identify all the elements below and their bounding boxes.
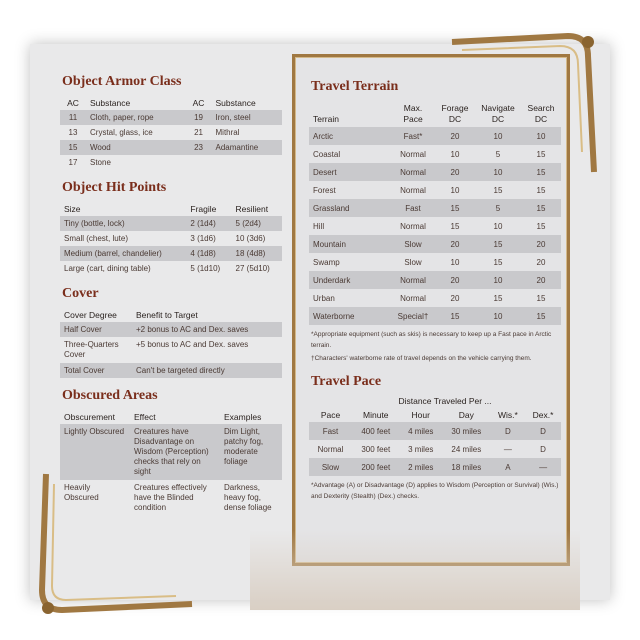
table-row xyxy=(60,155,282,170)
cell: Normal xyxy=(391,271,435,289)
cell: 10 xyxy=(475,307,521,325)
cell: Half Cover xyxy=(60,322,132,337)
cell: 15 xyxy=(536,293,546,303)
column-header: Effect xyxy=(134,412,156,422)
cell: 5 (2d4) xyxy=(232,216,282,231)
cell: Can't be targeted directly xyxy=(132,363,282,378)
column-header: Terrain xyxy=(313,114,339,124)
cell: — xyxy=(525,458,561,476)
cell: Mountain xyxy=(309,235,391,253)
cell: Normal xyxy=(400,293,426,303)
travel-terrain-table xyxy=(309,101,561,325)
table-row xyxy=(309,253,561,271)
table-row xyxy=(60,261,282,276)
cell: Desert xyxy=(309,163,391,181)
cell: 5 xyxy=(475,199,521,217)
cell: 20 xyxy=(521,271,561,289)
cell xyxy=(186,155,212,170)
table-row xyxy=(309,217,561,235)
pace-subheader: Distance Traveled Per ... xyxy=(398,396,492,406)
cell: 15 xyxy=(493,293,503,303)
table-row xyxy=(60,231,282,246)
table-row xyxy=(309,235,561,253)
table-row xyxy=(309,145,561,163)
column-header: Benefit to Target xyxy=(136,310,198,320)
object-ac-table xyxy=(60,96,282,170)
cell: 15 xyxy=(435,307,475,325)
cell: 20 xyxy=(521,235,561,253)
table-row xyxy=(309,127,561,145)
object-hp-table xyxy=(60,202,282,276)
cell: 5 xyxy=(495,149,501,159)
column-header: Hour xyxy=(411,410,430,420)
cell: 10 xyxy=(475,163,521,181)
cell: Special† xyxy=(391,307,435,325)
cell: 30 miles xyxy=(442,422,491,440)
column-header: Max. Pace xyxy=(403,103,423,124)
table-row xyxy=(60,363,282,378)
cell: Large (cart, dining table) xyxy=(64,264,151,273)
cell: 17 xyxy=(68,158,78,167)
column-header: Dex.* xyxy=(532,410,554,420)
cell: Wood xyxy=(86,140,186,155)
cell: 20 xyxy=(536,257,546,267)
cell: 15 xyxy=(493,257,503,267)
table-row xyxy=(309,440,561,458)
cell: 11 xyxy=(60,110,86,125)
cell: Fast xyxy=(309,422,352,440)
cell: 10 xyxy=(493,221,503,231)
cell: Arctic xyxy=(309,127,391,145)
table-row xyxy=(309,458,561,476)
cell: 5 (1d10) xyxy=(190,264,221,273)
cell: 10 xyxy=(450,149,460,159)
column-header: Resilient xyxy=(235,204,269,214)
travel-panel xyxy=(292,54,570,566)
column-header: Search DC xyxy=(527,103,555,124)
cell: 15 xyxy=(435,199,475,217)
terrain-rows xyxy=(309,127,561,325)
cell: Slow xyxy=(391,235,435,253)
cell: 18 (4d8) xyxy=(232,246,282,261)
cell: 21 xyxy=(194,128,203,137)
cell: 10 xyxy=(475,127,521,145)
cell: 2 miles xyxy=(400,458,442,476)
cell: 20 xyxy=(435,235,475,253)
obscured-table xyxy=(60,410,282,516)
cell: 27 (5d10) xyxy=(235,264,270,273)
table-row xyxy=(309,271,561,289)
cell: 15 xyxy=(493,185,503,195)
cell: Adamantine xyxy=(212,140,282,155)
table-row xyxy=(309,307,561,325)
cell: Waterborne xyxy=(309,307,391,325)
table-row xyxy=(60,480,282,516)
cell: D xyxy=(525,422,561,440)
cell: +2 bonus to AC and Dex. saves xyxy=(132,322,282,337)
cover-table xyxy=(60,308,282,378)
cell: Creatures have Disadvantage on Wisdom (Perception) checks that rely on sight xyxy=(130,424,220,480)
cell: 15 xyxy=(521,199,561,217)
cell: 15 xyxy=(475,235,521,253)
travel-pace-table xyxy=(309,408,561,476)
cell: 15 xyxy=(536,149,546,159)
cell: 3 miles xyxy=(408,444,434,454)
cell: Normal xyxy=(317,444,344,454)
column-header: Day xyxy=(458,410,474,420)
column-header: AC xyxy=(192,98,205,108)
column-header: AC xyxy=(67,98,79,108)
pace-note: *Advantage (A) or Disadvantage (D) applies to Wisdom (Perception or Survival) (Wis.) and Dexterity (Stealth) (Dex.) checks. xyxy=(311,482,559,500)
cell: Darkness, heavy fog, dense foliage xyxy=(224,483,272,512)
cell: Lightly Obscured xyxy=(60,424,130,480)
cell: 20 xyxy=(435,127,475,145)
cell: Grassland xyxy=(309,199,391,217)
cell: A xyxy=(491,458,525,476)
cell: Urban xyxy=(313,293,335,303)
column-header: Cover Degree xyxy=(64,310,117,320)
object-ac-title: Object Armor Class xyxy=(62,74,182,89)
cell: 4 miles xyxy=(400,422,442,440)
cell: Slow xyxy=(309,458,352,476)
cell: 15 xyxy=(521,163,561,181)
cell: 400 feet xyxy=(352,422,400,440)
column-header: Substance xyxy=(90,98,131,108)
cell: Underdark xyxy=(309,271,391,289)
cell: Hill xyxy=(313,221,325,231)
terrain-note-waterborne: †Characters' waterborne rate of travel depends on the vehicle carrying them. xyxy=(311,355,532,362)
adventurers-illustration xyxy=(250,530,580,610)
cell: 20 xyxy=(435,271,475,289)
table-row xyxy=(309,422,561,440)
cell: Iron, steel xyxy=(212,110,282,125)
cell xyxy=(212,155,282,170)
cell: 24 miles xyxy=(451,444,482,454)
cell: Coastal xyxy=(313,149,341,159)
column-header: Pace xyxy=(320,410,341,420)
cell: Three-Quarters Cover xyxy=(64,340,119,359)
object-hp-title: Object Hit Points xyxy=(62,180,167,195)
column-header: Fragile xyxy=(190,204,217,214)
cell: Tiny (bottle, lock) xyxy=(60,216,186,231)
cell: 10 xyxy=(450,185,460,195)
travel-terrain-title: Travel Terrain xyxy=(311,79,399,94)
cell: Normal xyxy=(400,221,426,231)
column-header: Obscurement xyxy=(64,412,116,422)
travel-pace-title: Travel Pace xyxy=(311,374,382,389)
column-header: Wis.* xyxy=(498,410,518,420)
cell: 15 xyxy=(536,221,546,231)
table-row xyxy=(60,140,282,155)
table-row xyxy=(60,110,282,125)
table-row xyxy=(309,181,561,199)
cell: 18 miles xyxy=(442,458,491,476)
cell: 300 feet xyxy=(361,444,391,454)
table-row xyxy=(60,125,282,140)
cell: 20 xyxy=(450,293,460,303)
cell: Slow xyxy=(404,257,422,267)
cell: Normal xyxy=(400,149,426,159)
obscured-title: Obscured Areas xyxy=(62,388,158,403)
pace-rows xyxy=(309,422,561,476)
table-row xyxy=(309,163,561,181)
table-row xyxy=(60,337,282,363)
cell: 10 xyxy=(521,127,561,145)
cell: 23 xyxy=(186,140,212,155)
cell: 10 xyxy=(475,271,521,289)
column-header: Minute xyxy=(363,410,389,420)
cell: D xyxy=(540,444,546,454)
cell: 2 (1d4) xyxy=(186,216,231,231)
cell: 15 xyxy=(536,185,546,195)
cell: 13 xyxy=(68,128,78,137)
table-row xyxy=(60,424,282,480)
column-header: Size xyxy=(64,204,81,214)
cell: 4 (1d8) xyxy=(186,246,231,261)
cell: Medium (barrel, chandelier) xyxy=(60,246,186,261)
terrain-note-arctic: *Appropriate equipment (such as skis) is necessary to keep up a Fast pace in Arctic terrain. xyxy=(311,331,552,349)
cell: Heavily Obscured xyxy=(64,483,99,502)
table-row xyxy=(60,246,282,261)
cell: 15 xyxy=(521,307,561,325)
column-header: Navigate DC xyxy=(481,103,515,124)
cell: Small (chest, lute) xyxy=(64,234,129,243)
cell: 200 feet xyxy=(352,458,400,476)
cell: Total Cover xyxy=(60,363,132,378)
table-row xyxy=(309,199,561,217)
cell: Fast xyxy=(391,199,435,217)
cell: Fast* xyxy=(391,127,435,145)
cell: D xyxy=(491,422,525,440)
cell: Normal xyxy=(400,185,426,195)
cell: 15 xyxy=(450,221,460,231)
table-row xyxy=(60,216,282,231)
cell: 3 (1d6) xyxy=(190,234,216,243)
cell: Crystal, glass, ice xyxy=(90,128,153,137)
table-row xyxy=(309,289,561,307)
cell: Cloth, paper, rope xyxy=(86,110,186,125)
cell: Forest xyxy=(313,185,336,195)
cell: 20 xyxy=(435,163,475,181)
cell: Swamp xyxy=(313,257,340,267)
column-header: Substance xyxy=(215,98,256,108)
cell: Dim Light, patchy fog, moderate foliage xyxy=(220,424,282,480)
cell: 15 xyxy=(60,140,86,155)
cell: 19 xyxy=(186,110,212,125)
cell: Creatures effectively have the Blinded condition xyxy=(134,483,207,512)
column-header: Forage DC xyxy=(441,103,469,124)
cell: Stone xyxy=(90,158,111,167)
cell: +5 bonus to AC and Dex. saves xyxy=(136,340,249,349)
cell: 10 xyxy=(450,257,460,267)
cell: Normal xyxy=(391,163,435,181)
cover-title: Cover xyxy=(62,286,99,301)
table-row xyxy=(60,322,282,337)
column-header: Examples xyxy=(224,412,262,422)
cell: 10 (3d6) xyxy=(235,234,266,243)
cell: Mithral xyxy=(215,128,240,137)
cell: — xyxy=(503,444,512,454)
left-column xyxy=(60,70,282,516)
